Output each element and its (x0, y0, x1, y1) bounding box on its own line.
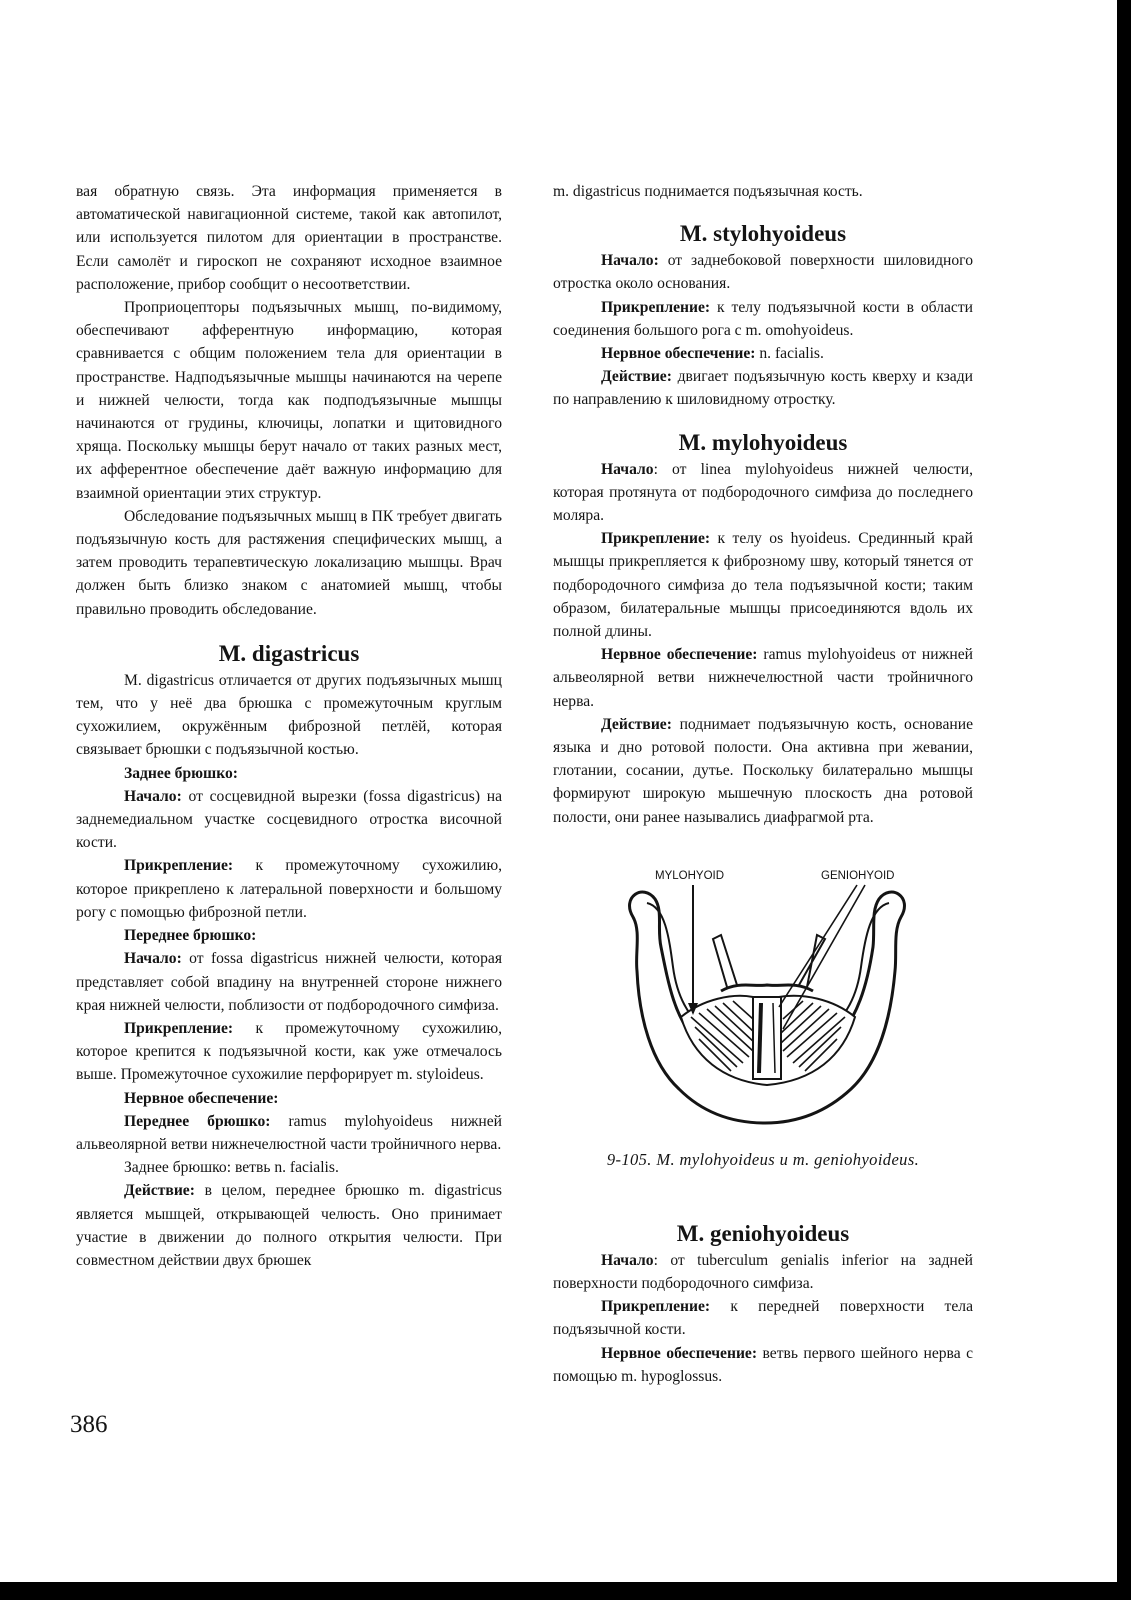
label-geniohyoid: GENIOHYOID (821, 869, 895, 882)
term-label: Начало (601, 460, 654, 478)
paragraph: Нервное обеспечение: ветвь первого шейного нерва с помощью m. hypoglossus. (553, 1344, 973, 1385)
subheading-posterior-belly: Заднее брюшко: (124, 764, 238, 782)
term-label: Действие: (601, 715, 672, 733)
page-number: 386 (70, 1411, 108, 1438)
left-column (76, 180, 502, 1272)
paragraph: Начало: от tuberculum genialis inferior на задней поверхности подбородочного симфиза. (553, 1251, 973, 1293)
term-label: Начало: (124, 787, 182, 805)
label-mylohyoid: MYLOHYOID (655, 869, 725, 882)
paragraph: Нервное обеспечение: n. facialis. (601, 345, 824, 363)
paragraph: Действие: в целом, переднее брюшко m. digastricus является мышцей, открывающей челюсть. Оно принимает участие в движении до полного открытия челюсти. При совместном действии двух брюшек (76, 1182, 502, 1269)
right-column (553, 180, 973, 1388)
scan-edge-right (1117, 0, 1131, 1600)
term-label: Переднее брюшко: (124, 1112, 271, 1130)
hyoid-bone (721, 985, 813, 991)
term-label: Начало (601, 1251, 654, 1269)
mandible-illustration (603, 867, 923, 1129)
term-label: Действие: (124, 1182, 195, 1200)
paragraph: m. digastricus поднимается подъязычная кость. (553, 183, 863, 200)
paragraph: Прикрепление: к телу подъязычной кости в области соединения большого рога с m. omohyoideus. (553, 298, 973, 339)
term-label: Прикрепление: (601, 298, 711, 316)
paragraph: вая обратную связь. Эта информация применяется в автоматической навигационной системе, такой как автопилот, или используется пилотом для ориентации в пространстве. Если самолёт и гироскоп не сохраняют исходное взаимное расположение, прибор сообщит о несоответствии. (76, 183, 502, 293)
paragraph: Начало: от заднебоковой поверхности шиловидного отростка около основания. (553, 252, 973, 293)
term-label: Прикрепление: (124, 857, 234, 875)
section-heading-mylohyoideus: M. mylohyoideus (678, 429, 848, 455)
term-label: Начало: (124, 950, 182, 968)
scan-edge-bottom (0, 1582, 1131, 1600)
paragraph: Нервное обеспечение: ramus mylohyoideus от нижней альвеолярной ветви нижнечелюстной части тройничного нерва. (553, 646, 974, 710)
term-label: Нервное обеспечение: (601, 646, 758, 664)
paragraph: Прикрепление: к передней поверхности тела подъязычной кости. (553, 1298, 973, 1339)
term-label: Прикрепление: (601, 1298, 711, 1316)
paragraph: Переднее брюшко: ramus mylohyoideus нижней альвеолярной ветви нижнечелюстной части тройничного нерва. (76, 1112, 502, 1153)
section-heading-digastricus: M. digastricus (218, 640, 360, 666)
paragraph: Прикрепление: к промежуточному сухожилию, которое прикреплено к латеральной поверхности и большому рогу с помощью фиброзной петли. (76, 857, 502, 921)
term-label: Прикрепление: (124, 1019, 234, 1037)
paragraph: Прикрепление: к промежуточному сухожилию, которое крепится к подъязычной кости, как уже отмечалось выше. Промежуточное сухожилие перфорирует m. styloideus. (76, 1019, 502, 1084)
paragraph: Обследование подъязычных мышц в ПК требует двигать подъязычную кость для растяжения специфических мышц, а затем проводить терапевтическую локализацию мышцы. Врач должен быть близко знаком с анатомией мышц, чтобы правильно проводить обследование. (76, 507, 502, 618)
paragraph: Прикрепление: к телу os hyoideus. Срединный край мышцы прикрепляется к фиброзному шву, который тянется от подбородочного симфиза до тела подъязычной кости; таким образом, билатеральные мышцы присоединяются вдоль их полной длины. (553, 530, 973, 641)
section-heading-stylohyoideus: M. stylohyoideus (679, 221, 847, 247)
term-label: Прикрепление: (601, 530, 711, 548)
paragraph: Заднее брюшко: ветвь n. facialis. (124, 1159, 339, 1177)
paragraph: Действие: поднимает подъязычную кость, основание языка и дно ротовой полости. Она активна при жевании, глотании, сосании, дутье. Поскольку билатерально мышцы формируют широкую мышечную плоскость дна ротовой полости, они ранее назывались диафрагмой рта. (553, 715, 973, 826)
term-label: Нервное обеспечение: (601, 1344, 758, 1362)
term-label: Начало: (601, 252, 659, 270)
paragraph: Действие: двигает подъязычную кость кверху и кзади по направлению к шиловидному отростку. (553, 368, 973, 409)
paragraph: Начало: от fossa digastricus нижней челюсти, которая представляет собой впадину на внутренней стороне нижнего края нижней челюсти, поблизости от подбородочного симфиза. (76, 950, 502, 1014)
section-heading-geniohyoideus: M. geniohyoideus (676, 1220, 850, 1246)
paragraph: Начало: от сосцевидной вырезки (fossa digastricus) на заднемедиальном участке сосцевидного отростка височной кости. (76, 787, 502, 852)
figure-mandible-floor (553, 867, 973, 1171)
paragraph: Проприоцепторы подъязычных мышц, по-видимому, обеспечивают афферентную информацию, которая сравнивается с общим положением тела для ориентации в пространстве. Надподъязычные мышцы начинаются на черепе и нижней челюсти, тогда как подподъязычные мышцы начинаются от грудины, ключицы, лопатки и щитовидного хряща. Поскольку мышцы берут начало от таких разных мест, их афферентное обеспечение даёт важную информацию для взаимной ориентации этих структур. (76, 299, 502, 502)
figure-caption: 9-105. M. mylohyoideus и m. geniohyoideus. (606, 1149, 920, 1169)
term-label: Нервное обеспечение: (601, 345, 756, 363)
term-label: Действие: (601, 368, 672, 386)
paragraph: Начало: от linea mylohyoideus нижней челюсти, которая протянута от подбородочного симфиза до последнего моляра. (553, 460, 973, 525)
paragraph: M. digastricus отличается от других подъязычных мышц тем, что у неё два брюшка с промежуточным круглым сухожилием, окружённым фиброзной петлёй, которая связывает брюшки с подъязычной костью. (76, 671, 502, 759)
subheading-anterior-belly: Переднее брюшко: (124, 927, 257, 945)
subheading-nerve-supply: Нервное обеспечение: (124, 1089, 279, 1107)
